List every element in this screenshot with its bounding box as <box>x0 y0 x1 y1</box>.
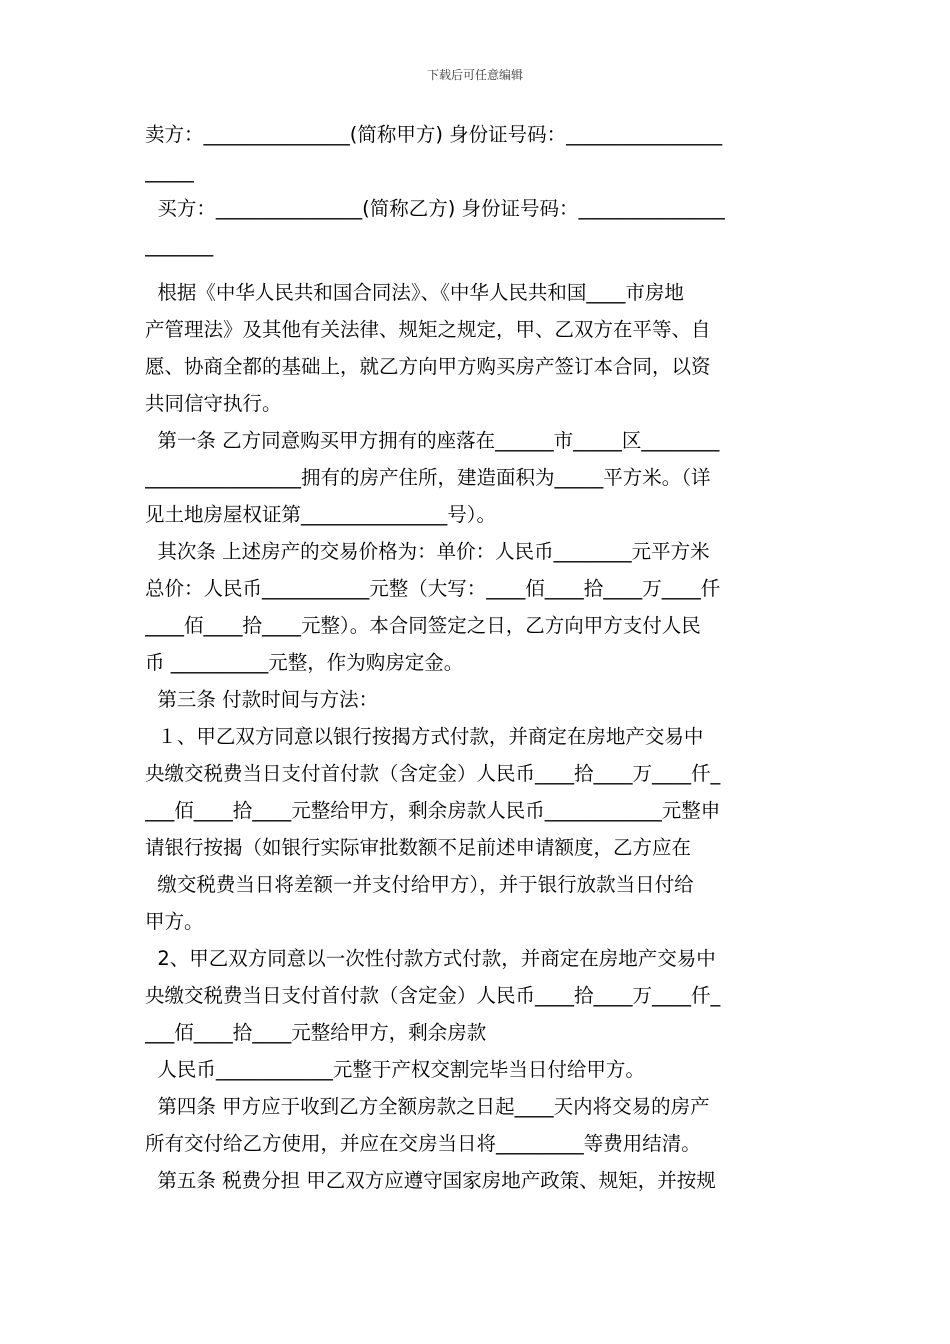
article-1-line: 第一条 乙方同意购买甲方拥有的座落在______市_____区________ <box>145 429 720 452</box>
article-3-line: ___佰____拾____元整给甲方，剩余房款 <box>145 1021 487 1044</box>
document-body <box>145 116 810 1199</box>
article-2-line: ____佰____拾____元整）。本合同签定之日，乙方向甲方支付人民 <box>145 614 701 637</box>
article-3-line: １、甲乙双方同意以银行按揭方式付款，并商定在房地产交易中 <box>145 725 704 748</box>
article-5-line: 第五条 税费分担 甲乙双方应遵守国家房地产政策、规矩，并按规 <box>145 1169 716 1192</box>
buyer-line: 买方：_______________(简称乙方) 身份证号码：_______________ <box>145 197 725 220</box>
article-2-line: 总价：人民币___________元整（大写：____佰____拾____万____仟 <box>145 577 721 600</box>
buyer-line-cont: _______ <box>145 234 214 257</box>
preamble-line: 愿、协商全都的基础上，就乙方向甲方购买房产签订本合同，以资 <box>145 355 711 378</box>
seller-line-cont: _____ <box>145 160 194 183</box>
preamble-line: 共同信守执行。 <box>145 392 282 415</box>
article-3-line: 央缴交税费当日支付首付款（含定金）人民币____拾____万____仟_ <box>145 984 721 1007</box>
article-3-line: 请银行按揭（如银行实际审批数额不足前述申请额度，乙方应在 <box>145 836 692 859</box>
article-1-line: ________________拥有的房产住所，建造面积为_____平方米。（详 <box>145 466 711 489</box>
article-4-line: 第四条 甲方应于收到乙方全额房款之日起____天内将交易的房产 <box>145 1095 710 1118</box>
article-4-line: 所有交付给乙方使用，并应在交房当日将_________等费用结清。 <box>145 1132 701 1155</box>
preamble-line: 根据《中华人民共和国合同法》、《中华人民共和国____市房地 <box>145 281 684 304</box>
article-3-line: 2、甲乙双方同意以一次性付款方式付款，并商定在房地产交易中 <box>145 947 716 970</box>
article-3-line: 甲方。 <box>145 910 204 933</box>
article-3-title: 第三条 付款时间与方法： <box>145 688 379 711</box>
article-3-line: 缴交税费当日将差额一并支付给甲方），并于银行放款当日付给 <box>145 873 694 896</box>
preamble-line: 产管理法》及其他有关法律、规矩之规定，甲、乙双方在平等、自 <box>145 318 711 341</box>
page-header: 下载后可任意编辑 <box>426 68 523 82</box>
article-3-line: 人民币____________元整于产权交割完毕当日付给甲方。 <box>145 1058 645 1081</box>
article-2-line: 币 __________元整，作为购房定金。 <box>145 651 464 674</box>
article-3-line: 央缴交税费当日支付首付款（含定金）人民币____拾____万____仟_ <box>145 762 721 785</box>
article-1-line: 见土地房屋权证第_______________号）。 <box>145 503 497 526</box>
article-3-line: ___佰____拾____元整给甲方，剩余房款人民币____________元整申 <box>145 799 721 822</box>
seller-line: 卖方：_______________(简称甲方) 身份证号码：________________ <box>145 123 723 146</box>
article-2-line: 其次条 上述房产的交易价格为：单价：人民币________元平方米 <box>145 540 710 563</box>
